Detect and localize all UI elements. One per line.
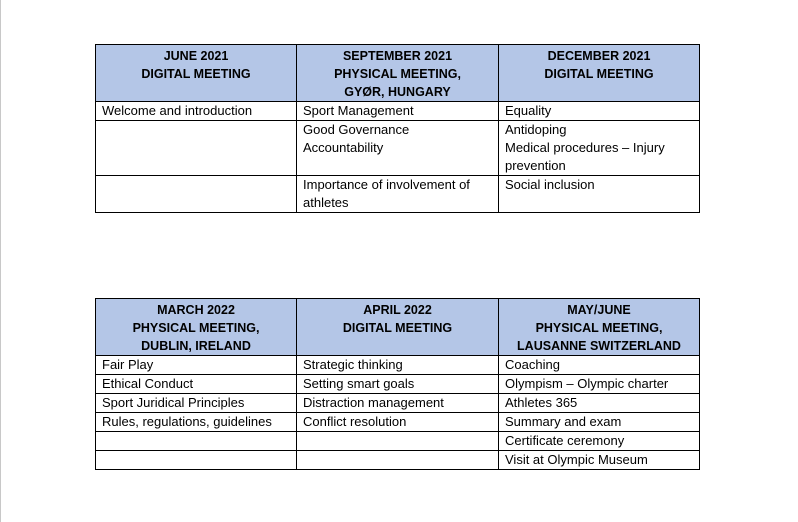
header-may-june: MAY/JUNE PHYSICAL MEETING, LAUSANNE SWITZERLAND	[499, 299, 700, 356]
page-left-border	[0, 0, 1, 522]
header-march-2022: MARCH 2022 PHYSICAL MEETING, DUBLIN, IRELAND	[96, 299, 297, 356]
table-row	[96, 432, 700, 451]
table-cell: Welcome and introduction	[96, 102, 297, 121]
table-cell: Accountability	[297, 139, 499, 176]
table-row	[96, 375, 700, 394]
table-cell	[96, 451, 297, 470]
schedule-table-2022	[95, 298, 700, 470]
table-cell: Coaching	[499, 356, 700, 375]
table-cell	[96, 432, 297, 451]
table-cell: Athletes 365	[499, 394, 700, 413]
table-cell	[297, 432, 499, 451]
table-cell: Antidoping	[499, 121, 700, 140]
header-june-2021: JUNE 2021 DIGITAL MEETING	[96, 45, 297, 102]
table-cell: Social inclusion	[499, 176, 700, 213]
table-row	[96, 413, 700, 432]
table-cell: Fair Play	[96, 356, 297, 375]
header-december-2021: DECEMBER 2021 DIGITAL MEETING	[499, 45, 700, 102]
table-header-row	[96, 299, 700, 356]
table-cell: Visit at Olympic Museum	[499, 451, 700, 470]
table-cell: Equality	[499, 102, 700, 121]
table-cell: Sport Juridical Principles	[96, 394, 297, 413]
table-cell: Strategic thinking	[297, 356, 499, 375]
table-cell	[96, 176, 297, 213]
table-cell	[96, 121, 297, 140]
table-row	[96, 451, 700, 470]
table-row	[96, 139, 700, 176]
table-cell: Rules, regulations, guidelines	[96, 413, 297, 432]
table-cell	[96, 139, 297, 176]
table-header-row	[96, 45, 700, 102]
table-cell: Medical procedures – Injury prevention	[499, 139, 700, 176]
table-cell: Importance of involvement of athletes	[297, 176, 499, 213]
table-cell: Certificate ceremony	[499, 432, 700, 451]
table-row	[96, 102, 700, 121]
table-cell: Sport Management	[297, 102, 499, 121]
table-cell: Setting smart goals	[297, 375, 499, 394]
table-cell: Summary and exam	[499, 413, 700, 432]
table-cell: Olympism – Olympic charter	[499, 375, 700, 394]
table-row	[96, 356, 700, 375]
table-cell	[297, 451, 499, 470]
table-cell: Good Governance	[297, 121, 499, 140]
table-row	[96, 121, 700, 140]
header-september-2021: SEPTEMBER 2021 PHYSICAL MEETING, GYØR, HUNGARY	[297, 45, 499, 102]
table-row	[96, 176, 700, 213]
table-cell: Conflict resolution	[297, 413, 499, 432]
schedule-table-2021	[95, 44, 700, 213]
header-april-2022: APRIL 2022 DIGITAL MEETING	[297, 299, 499, 356]
table-cell: Distraction management	[297, 394, 499, 413]
table-cell: Ethical Conduct	[96, 375, 297, 394]
table-row	[96, 394, 700, 413]
